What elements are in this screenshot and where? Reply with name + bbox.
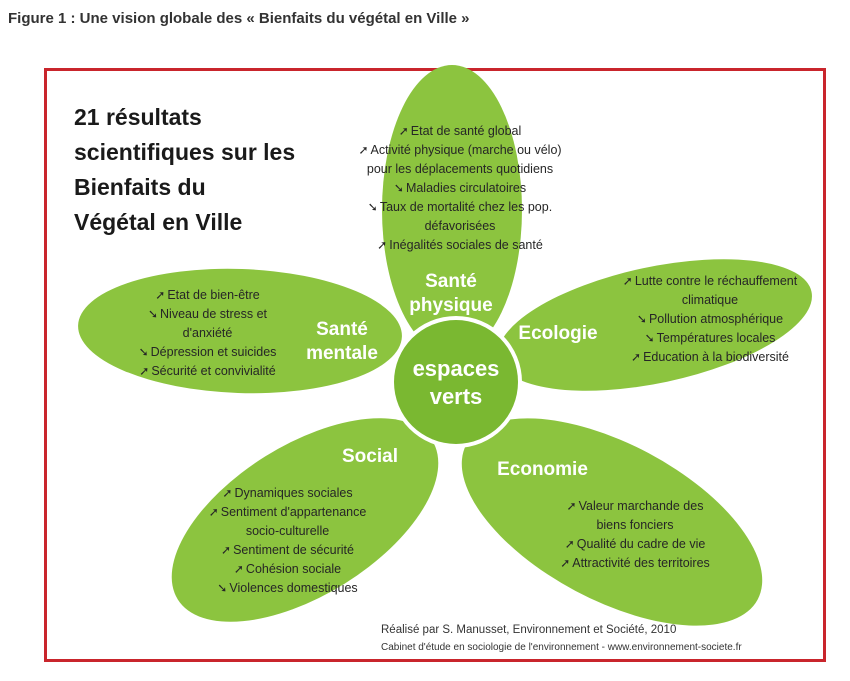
arrow-up-right-icon: ➚: [233, 562, 244, 576]
petal-item-text: Qualité du cadre de vie: [576, 537, 706, 551]
petal-title-line: Santé: [425, 271, 477, 292]
arrow-down-right-icon: ➘: [644, 331, 655, 345]
petal-item: [600, 272, 820, 291]
petal-item-text: Dynamiques sociales: [234, 486, 353, 500]
petal-item-text: Etat de bien-être: [167, 288, 260, 302]
petal-item-text: Dépression et suicides: [150, 345, 277, 359]
credit-line: Réalisé par S. Manusset, Environnement et Société, 2010: [381, 624, 677, 636]
diagram-title-line: Bienfaits du: [74, 174, 206, 200]
petal-item-text: Sentiment d'appartenance: [220, 505, 367, 519]
arrow-up-right-icon: ➚: [139, 364, 150, 378]
petal-item: [540, 497, 730, 516]
arrow-up-right-icon: ➚: [208, 505, 219, 519]
petal-title-ecologie: [503, 322, 613, 346]
petal-item: [340, 179, 580, 198]
diagram-title: [74, 100, 334, 240]
petal-item-text: Attractivité des territoires: [572, 556, 710, 570]
petal-item: [185, 503, 390, 522]
petal-item-text: Sécurité et convivialité: [151, 364, 276, 378]
petal-title-sante-physique: [396, 270, 506, 318]
arrow-up-right-icon: ➚: [155, 288, 166, 302]
petal-item-text: Cohésion sociale: [245, 562, 342, 576]
petal-item-continuation: biens fonciers: [596, 518, 674, 532]
petal-item: [340, 236, 580, 255]
petal-items-social: [185, 484, 390, 598]
petal-item-continuation: défavorisées: [424, 219, 496, 233]
diagram-title-line: 21 résultats: [74, 104, 202, 130]
petal-title-line: mentale: [306, 343, 378, 364]
figure-title: Figure 1 : Une vision globale des « Bienfaits du végétal en Ville »: [8, 10, 470, 27]
arrow-down-right-icon: ➘: [147, 307, 159, 321]
petal-item: [600, 329, 820, 348]
petal-item-text: Niveau de stress et: [160, 307, 268, 321]
petal-title-sante-mentale: [292, 318, 392, 366]
arrow-down-right-icon: ➘: [138, 345, 149, 359]
petal-title-line: Economie: [497, 459, 588, 480]
petal-title-line: physique: [409, 295, 493, 316]
arrow-down-right-icon: ➘: [636, 312, 647, 326]
petal-item-text: Pollution atmosphérique: [648, 312, 784, 326]
petal-item-text: Taux de mortalité chez les pop.: [379, 200, 553, 214]
petal-items-sante-mentale: [115, 286, 300, 381]
arrow-up-right-icon: ➚: [398, 124, 409, 138]
petal-item-text: Lutte contre le réchauffement: [634, 274, 798, 288]
petal-items-ecologie: [600, 272, 820, 367]
petal-title-social: [325, 445, 415, 469]
petal-item-text: Education à la biodiversité: [643, 350, 789, 364]
arrow-up-right-icon: ➚: [377, 238, 388, 252]
arrow-down-right-icon: ➘: [217, 581, 228, 595]
petal-item-text: Activité physique (marche ou vélo): [370, 143, 562, 157]
petal-item-text: Violences domestiques: [229, 581, 358, 595]
petal-item-text: Maladies circulatoires: [405, 181, 527, 195]
center-label: [393, 355, 519, 411]
arrow-up-right-icon: ➚: [358, 143, 369, 157]
petal-title-economie: [485, 458, 600, 482]
petal-item: [115, 343, 300, 362]
petal-item: [185, 541, 390, 560]
petal-item: [600, 348, 820, 367]
arrow-down-right-icon: ➘: [393, 181, 404, 195]
petal-item: [600, 310, 820, 329]
center-label-line: espaces: [412, 356, 500, 381]
petal-item-text: Inégalités sociales de santé: [389, 238, 543, 252]
petal-item: [115, 362, 300, 381]
petal-item: [185, 579, 390, 598]
petal-item-continuation: d'anxiété: [182, 326, 233, 340]
petal-item: [115, 305, 300, 324]
petal-title-line: Social: [342, 446, 398, 467]
petal-item: [185, 560, 390, 579]
diagram-title-line: scientifiques sur les: [74, 139, 296, 165]
petal-items-sante-physique: [340, 122, 580, 255]
arrow-down-right-icon: ➘: [367, 200, 378, 214]
petal-item-continuation: pour les déplacements quotidiens: [366, 162, 554, 176]
arrow-up-right-icon: ➚: [222, 486, 233, 500]
arrow-up-right-icon: ➚: [560, 556, 571, 570]
petal-item-continuation: climatique: [681, 293, 739, 307]
petal-item: [185, 484, 390, 503]
arrow-up-right-icon: ➚: [221, 543, 232, 557]
petal-item: [540, 535, 730, 554]
petal-item: [340, 122, 580, 141]
arrow-up-right-icon: ➚: [631, 350, 642, 364]
petal-item-text: Sentiment de sécurité: [233, 543, 354, 557]
petal-item: [340, 141, 580, 160]
arrow-up-right-icon: ➚: [622, 274, 633, 288]
credit-line-sub: Cabinet d'étude en sociologie de l'environnement - www.environnement-societe.fr: [381, 642, 742, 653]
petal-item-text: Températures locales: [656, 331, 776, 345]
petal-item: [340, 198, 580, 217]
petal-item: [540, 554, 730, 573]
petal-item-text: Valeur marchande des: [578, 499, 704, 513]
petal-items-economie: [540, 497, 730, 573]
arrow-up-right-icon: ➚: [566, 499, 577, 513]
arrow-up-right-icon: ➚: [564, 537, 575, 551]
petal-item-text: Etat de santé global: [410, 124, 522, 138]
center-label-line: verts: [429, 384, 483, 409]
diagram-title-line: Végétal en Ville: [74, 209, 243, 235]
petal-title-line: Ecologie: [518, 323, 598, 344]
petal-title-line: Santé: [316, 319, 368, 340]
petal-item-continuation: socio-culturelle: [245, 524, 330, 538]
petal-item: [115, 286, 300, 305]
